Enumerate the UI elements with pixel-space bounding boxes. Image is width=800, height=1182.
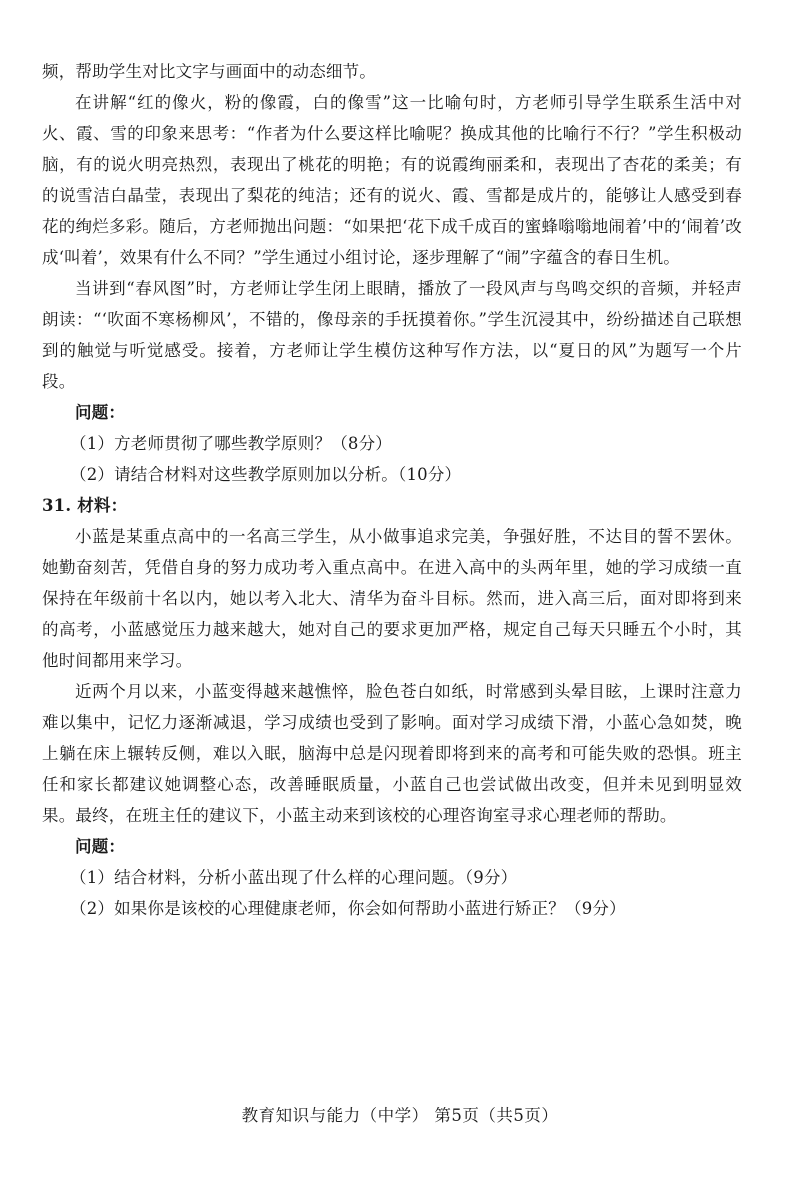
- q31-paragraph-symptoms: 近两个月以来，小蓝变得越来越憔悴，脸色苍白如纸，时常感到头晕目眩，上课时注意力难以集中，记忆力逐渐减退，学习成绩也受到了影响。面对学习成绩下滑，小蓝心急如焚，晚上躺在床上辗转反侧，难以入眠，脑海中总是闪现着即将到来的高考和可能失败的恐惧。班主任和家长都建议她调整心态，改善睡眠质量，小蓝自己也尝试做出改变，但并未见到明显效果。最终，在班主任的建议下，小蓝主动来到该校的心理咨询室寻求心理老师的帮助。: [42, 682, 742, 825]
- q30-question-2: （2）请结合材料对这些教学原则加以分析。（10分）: [70, 465, 462, 484]
- q31-question-1: （1）结合材料，分析小蓝出现了什么样的心理问题。（9分）: [70, 868, 518, 887]
- page-footer: 教育知识与能力（中学） 第5页（共5页）: [241, 1106, 559, 1125]
- q31-question-label: 问题：: [75, 837, 126, 856]
- q31-paragraph-background: 小蓝是某重点高中的一名高三学生，从小做事追求完美，争强好胜，不达目的誓不罢休。她勤奋刻苦，凭借自身的努力成功考入重点高中。在进入高中的头两年里，她的学习成绩一直保持在年级前十名以内，她以考入北大、清华为奋斗目标。然而，进入高三后，面对即将到来的高考，小蓝感觉压力越来越大，她对自己的要求更加严格，规定自己每天只睡五个小时，其他时间都用来学习。: [42, 527, 742, 670]
- q30-question-label: 问题：: [75, 403, 126, 422]
- q31-question-2: （2）如果你是该校的心理健康老师，你会如何帮助小蓝进行矫正？（9分）: [70, 899, 626, 918]
- q30-paragraph-metaphor: 在讲解“红的像火，粉的像霞，白的像雪”这一比喻句时，方老师引导学生联系生活中对火、霞、雪的印象来思考：“作者为什么要这样比喻呢？换成其他的比喻行不行？”学生积极动脑，有的说火明亮热烈，表现出了桃花的明艳；有的说霞绚丽柔和，表现出了杏花的柔美；有的说雪洁白晶莹，表现出了梨花的纯洁；还有的说火、霞、雪都是成片的，能够让人感受到春花的绚烂多彩。随后，方老师抛出问题：“如果把‘花下成千成百的蜜蜂嗡嗡地闹着’中的‘闹着’改成‘叫着’，效果有什么不同？”学生通过小组讨论，逐步理解了“闹”字蕴含的春日生机。: [42, 93, 742, 267]
- q31-heading: 31. 材料：: [42, 496, 128, 515]
- q30-question-1: （1）方老师贯彻了哪些教学原则？（8分）: [70, 434, 392, 453]
- q30-paragraph-spring-wind: 当讲到“春风图”时，方老师让学生闭上眼睛，播放了一段风声与鸟鸣交织的音频，并轻声朗读：“‘吹面不寒杨柳风’，不错的，像母亲的手抚摸着你。”学生沉浸其中，纷纷描述自己联想到的触觉与听觉感受。接着，方老师让学生模仿这种写作方法，以“夏日的风”为题写一个片段。: [42, 279, 742, 391]
- page-content: [42, 56, 742, 924]
- q30-paragraph-continuation: 频，帮助学生对比文字与画面中的动态细节。: [42, 62, 376, 81]
